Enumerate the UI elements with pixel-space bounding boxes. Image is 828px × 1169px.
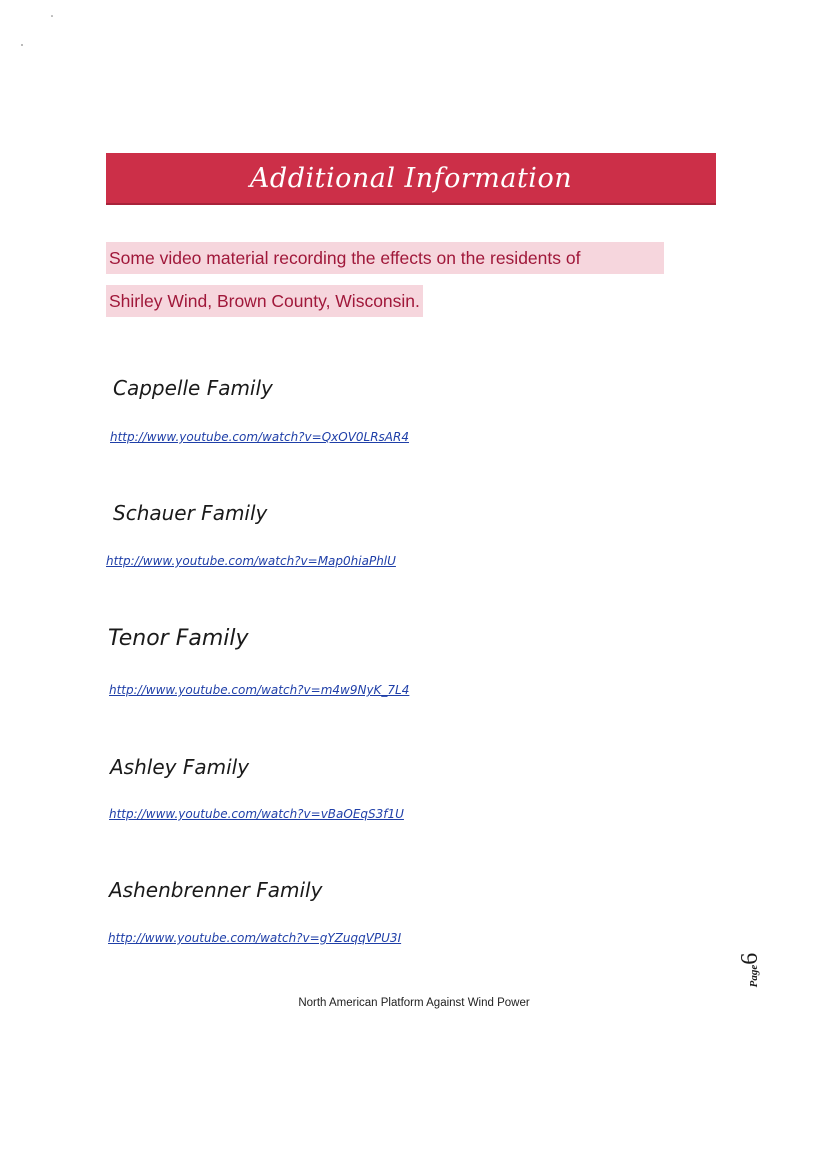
family-name-cappelle: Cappelle Family — [113, 376, 273, 400]
family-name-ashley: Ashley Family — [110, 755, 250, 779]
page-label: Page — [748, 964, 760, 988]
intro-line-1: Some video material recording the effects on the residents of — [106, 242, 664, 274]
scan-specks — [18, 10, 58, 50]
section-title: Additional Information — [249, 162, 573, 194]
family-name-tenor: Tenor Family — [108, 626, 249, 651]
page-digit: 6 — [737, 952, 763, 965]
video-link-cappelle[interactable]: http://www.youtube.com/watch?v=QxOV0LRsAR4 — [110, 430, 409, 444]
video-link-tenor[interactable]: http://www.youtube.com/watch?v=m4w9NyK_7L4 — [109, 683, 410, 697]
section-banner — [106, 153, 716, 205]
intro-line-2: Shirley Wind, Brown County, Wisconsin. — [106, 285, 423, 317]
footer-text: North American Platform Against Wind Power — [298, 997, 530, 1009]
video-link-ashley[interactable]: http://www.youtube.com/watch?v=vBaOEqS3f1U — [109, 807, 404, 821]
video-link-ashenbrenner[interactable]: http://www.youtube.com/watch?v=gYZuqqVPU3I — [108, 931, 402, 945]
page-number — [737, 950, 787, 990]
family-name-ashenbrenner: Ashenbrenner Family — [109, 878, 323, 902]
family-name-schauer: Schauer Family — [113, 501, 268, 525]
video-link-schauer[interactable]: http://www.youtube.com/watch?v=Map0hiaPhlU — [106, 554, 396, 568]
